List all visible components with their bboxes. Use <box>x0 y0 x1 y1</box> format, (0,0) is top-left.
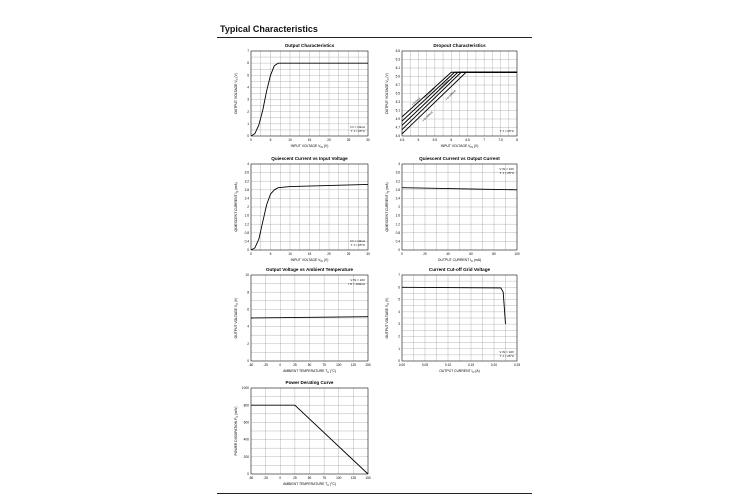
series-label: I O=200mA <box>438 78 451 91</box>
y-tick-label: 0 <box>398 359 400 364</box>
y-tick-label: 2 <box>247 109 249 114</box>
x-tick-label: 30 <box>366 252 370 256</box>
condition-note: V IN = 10V <box>499 350 514 354</box>
condition-note: T J = 25°C <box>350 129 365 133</box>
chart-title: Quiescent Current vs Output Current <box>419 156 500 161</box>
x-tick-label: 75 <box>322 476 326 480</box>
y-tick-label: 2 <box>247 341 249 346</box>
x-tick-label: 50 <box>307 363 312 367</box>
x-tick-label: 25 <box>293 363 297 367</box>
x-tick-label: 6 <box>450 138 453 142</box>
x-tick-label: 10 <box>288 138 292 142</box>
y-tick-label: 0.4 <box>395 239 400 244</box>
x-tick-label: 5.5 <box>432 138 438 142</box>
y-tick-label: 0 <box>398 248 400 253</box>
x-tick-label: 150 <box>365 476 371 480</box>
condition-note: V IN = 10V <box>350 278 365 282</box>
y-axis-label: OUTPUT VOLTAGE $V_O$ (V) <box>234 73 239 114</box>
y-tick-label: 3.2 <box>244 179 249 184</box>
series-label: I O=0mA <box>411 96 422 107</box>
x-tick-label: 100 <box>336 363 342 367</box>
x-tick-label: 80 <box>492 252 496 256</box>
y-tick-label: 1.2 <box>244 222 249 227</box>
x-tick-label: 100 <box>336 476 342 480</box>
condition-note: I O = 10mA <box>349 239 365 243</box>
y-tick-label: 7 <box>247 49 249 54</box>
x-tick-label: -50 <box>248 476 254 480</box>
x-tick-label: 0.10 <box>444 363 452 367</box>
y-tick-label: 0 <box>247 248 249 253</box>
chart-c1 <box>234 43 370 149</box>
x-tick-label: 5 <box>269 138 272 142</box>
condition-note: T J = 25°C <box>499 354 514 358</box>
y-axis-label: QUIESCENT CURRENT $I_Q$ (mA) <box>234 182 239 232</box>
x-tick-label: 0 <box>279 476 282 480</box>
x-tick-label: 25 <box>346 138 351 142</box>
x-tick-label: 7.5 <box>498 138 503 142</box>
chart-title: Output Characteristics <box>284 43 335 48</box>
x-tick-label: 0.15 <box>467 363 475 367</box>
x-tick-label: 5 <box>417 138 420 142</box>
y-tick-label: 4.9 <box>395 117 400 122</box>
y-tick-label: 6.1 <box>395 66 400 71</box>
condition-note: T J = 25°C <box>350 243 365 247</box>
y-tick-label: 5.7 <box>395 83 400 88</box>
x-tick-label: 15 <box>307 252 312 256</box>
condition-note: I O = 100mA <box>348 282 365 286</box>
x-tick-label: 20 <box>327 138 331 142</box>
chart-c2 <box>385 43 518 149</box>
x-tick-label: 60 <box>469 252 473 256</box>
condition-note: V IN = 10V <box>499 167 514 171</box>
y-tick-label: 0 <box>247 359 249 364</box>
y-tick-label: 2.8 <box>395 187 400 192</box>
y-tick-label: 200 <box>243 454 249 459</box>
y-tick-label: 400 <box>243 437 249 442</box>
y-tick-label: 2 <box>398 205 400 210</box>
x-tick-label: -50 <box>248 363 254 367</box>
x-tick-label: 25 <box>293 476 297 480</box>
y-tick-label: 2.4 <box>244 196 249 201</box>
y-tick-label: 4.7 <box>395 125 400 130</box>
y-tick-label: 6 <box>247 307 249 312</box>
y-tick-label: 5 <box>398 297 400 302</box>
x-tick-label: 20 <box>327 252 331 256</box>
x-axis-label: INPUT VOLTAGE $V_{IN}$ (V) <box>440 144 479 149</box>
y-tick-label: 3 <box>398 322 400 327</box>
x-tick-label: 15 <box>307 138 312 142</box>
y-tick-label: 0 <box>247 134 249 139</box>
x-tick-label: 10 <box>288 252 292 256</box>
chart-title: Current Cut-off Grid Voltage <box>428 267 491 272</box>
y-tick-label: 1.2 <box>395 222 400 227</box>
y-tick-label: 10 <box>245 273 249 278</box>
page-title: Typical Characteristics <box>220 24 318 34</box>
x-axis-label: INPUT VOLTAGE $V_{IN}$ (V) <box>290 144 329 149</box>
y-tick-label: 4 <box>247 162 249 167</box>
y-tick-label: 3.2 <box>395 179 400 184</box>
x-tick-label: 0.00 <box>398 363 406 367</box>
y-tick-label: 5.5 <box>395 91 400 96</box>
x-tick-label: 25 <box>346 252 351 256</box>
series-label: I O=300mA <box>445 89 457 102</box>
y-tick-label: 1.6 <box>244 213 249 218</box>
y-tick-label: 4 <box>247 85 249 90</box>
x-tick-label: 50 <box>307 476 312 480</box>
y-tick-label: 4 <box>247 324 249 329</box>
chart-title: Output Voltage vs Ambient Temperature <box>265 267 354 272</box>
y-tick-label: 2 <box>398 334 400 339</box>
y-tick-label: 6 <box>247 61 249 66</box>
y-axis-label: POWER DISSIPATION $P_D$ (mW) <box>234 406 239 456</box>
x-tick-label: 40 <box>446 252 450 256</box>
y-tick-label: 1 <box>398 346 400 351</box>
y-tick-label: 6.3 <box>395 57 400 62</box>
x-axis-label: AMBIENT TEMPERATURE $T_A$ (°C) <box>283 482 336 487</box>
y-tick-label: 5.3 <box>395 100 400 105</box>
y-tick-label: 1 <box>247 121 249 126</box>
y-tick-label: 2.4 <box>395 196 400 201</box>
x-axis-label: INPUT VOLTAGE $V_{IN}$ (V) <box>290 258 329 263</box>
x-tick-label: -25 <box>263 363 268 367</box>
y-tick-label: 2.8 <box>244 187 249 192</box>
x-axis-label: OUTPUT CURRENT $I_O$ (mA) <box>437 258 482 263</box>
y-tick-label: 5.9 <box>395 74 400 79</box>
y-tick-label: 1000 <box>241 386 249 391</box>
x-tick-label: 0 <box>279 363 282 367</box>
x-tick-label: 0.20 <box>490 363 498 367</box>
x-tick-label: 75 <box>322 363 326 367</box>
y-tick-label: 5 <box>247 73 249 78</box>
x-tick-label: 8 <box>516 138 518 142</box>
chart-title: Quiescent Current vs Input Voltage <box>271 156 348 161</box>
x-tick-label: 20 <box>423 252 427 256</box>
chart-title: Dropout Characteristics <box>433 43 486 48</box>
x-tick-label: 125 <box>350 363 357 367</box>
y-tick-label: 600 <box>243 420 249 425</box>
chart-c3 <box>234 156 370 263</box>
condition-note: T J = 25°C <box>499 129 514 133</box>
x-tick-label: 0 <box>401 252 403 256</box>
x-tick-label: 0.05 <box>421 363 429 367</box>
x-tick-label: 125 <box>350 476 357 480</box>
x-tick-label: 100 <box>514 252 520 256</box>
x-tick-label: 7 <box>483 138 486 142</box>
y-tick-label: 0.4 <box>244 239 249 244</box>
y-tick-label: 3 <box>247 97 249 102</box>
y-tick-label: 7 <box>398 273 400 278</box>
y-tick-label: 6.5 <box>395 49 400 54</box>
x-axis-label: AMBIENT TEMPERATURE $T_A$ (°C) <box>283 369 336 374</box>
y-tick-label: 4.5 <box>395 134 400 139</box>
y-axis-label: OUTPUT VOLTAGE $V_O$ (V) <box>234 297 239 339</box>
y-tick-label: 1.6 <box>395 213 400 218</box>
x-tick-label: 0.25 <box>513 363 521 367</box>
x-tick-label: 150 <box>365 363 371 367</box>
x-tick-label: 30 <box>366 138 370 142</box>
y-tick-label: 0 <box>247 472 249 477</box>
y-tick-label: 4 <box>398 309 400 314</box>
x-axis-label: OUTPUT CURRENT $I_O$ (A) <box>439 369 480 374</box>
chart-c6 <box>385 267 520 374</box>
y-tick-label: 3.6 <box>244 170 249 175</box>
x-tick-label: 4.5 <box>399 138 405 142</box>
series-label: I O=100mA <box>423 87 436 99</box>
y-tick-label: 800 <box>243 403 249 408</box>
x-tick-label: 5 <box>269 252 272 256</box>
y-tick-label: 4 <box>398 162 400 167</box>
chart-title: Power Derating Curve <box>285 380 334 385</box>
condition-note: T J = 25°C <box>499 171 514 175</box>
x-tick-label: 6.5 <box>465 138 470 142</box>
y-tick-label: 5.1 <box>395 108 400 113</box>
y-tick-label: 0.8 <box>244 230 249 235</box>
y-axis-label: OUTPUT VOLTAGE $V_O$ (V) <box>385 297 390 339</box>
chart-c7 <box>234 380 371 487</box>
series-label: I O=400mA <box>422 110 434 123</box>
y-axis-label: OUTPUT VOLTAGE $V_O$ (V) <box>385 73 390 114</box>
x-tick-label: -25 <box>263 476 268 480</box>
y-tick-label: 8 <box>247 290 249 295</box>
y-tick-label: 2 <box>247 205 249 210</box>
x-tick-label: 0 <box>250 252 252 256</box>
y-tick-label: 6 <box>398 285 400 290</box>
condition-note: I O = 10mA <box>349 125 365 129</box>
y-axis-label: QUIESCENT CURRENT $I_Q$ (mA) <box>385 182 390 232</box>
chart-c5 <box>234 267 371 374</box>
chart-c4 <box>385 156 520 263</box>
x-tick-label: 0 <box>250 138 252 142</box>
y-tick-label: 3.6 <box>395 170 400 175</box>
y-tick-label: 0.8 <box>395 230 400 235</box>
